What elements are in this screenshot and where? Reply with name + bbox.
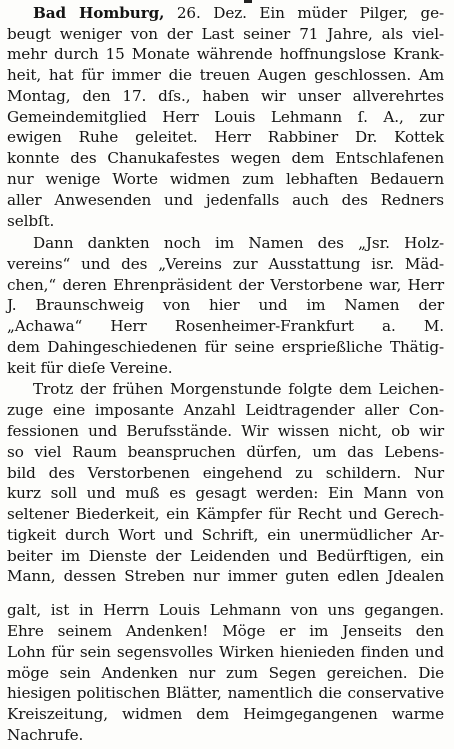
- article-line: tigkeit durch Wort und Schrift, ein unermüdlicher Ar-: [7, 525, 444, 544]
- article-line: möge sein Andenken nur zum Segen gereichen. Die: [7, 663, 444, 682]
- article-line: selbſt.: [7, 211, 55, 230]
- article-line: heit, hat für immer die treuen Augen geschlossen. Am: [7, 66, 444, 85]
- article-line: Montag, den 17. dſs., haben wir unser allverehrtes: [7, 86, 444, 105]
- article-line: zuge eine imposante Anzahl Leidtragender aller Con-: [7, 401, 444, 420]
- article-line: vereins“ und des „Vereins zur Ausstattung isr. Mäd-: [7, 254, 444, 273]
- article-line: kurz soll und muß es gesagt werden: Ein Mann von: [7, 484, 444, 503]
- article-line: Mann, dessen Streben nur immer guten edlen Jdealen: [7, 567, 444, 586]
- article-line: Ehre seinem Andenken! Möge er im Jenseits den: [7, 622, 444, 641]
- article-line: chen,“ deren Ehrenpräsident der Verstorbene war, Herr: [7, 275, 444, 294]
- article-line: beugt weniger von der Last seiner 71 Jahre, als viel-: [7, 24, 444, 43]
- article-line: bild des Verstorbenen eingehend zu schildern. Nur: [7, 463, 444, 482]
- article-line: seltener Biederkeit, ein Kämpfer für Recht und Gerech-: [7, 505, 444, 524]
- article-line: konnte des Chanukafestes wegen dem Entschlafenen: [7, 149, 444, 168]
- article-line: dem Dahingeschiedenen für seine ersprießliche Thätig-: [7, 338, 444, 356]
- article-line: „Achawa“ Herr Rosenheimer-Frankfurt a. M.: [7, 317, 444, 336]
- article-line: hiesigen politischen Blätter, namentlich die conservative: [7, 684, 444, 703]
- article-line: [7, 3, 444, 24]
- article-line: Gemeindemitglied Herr Louis Lehmann ſ. A., zur: [7, 107, 444, 126]
- article-line-text: 26. Dez. Ein müder Pilger, ge-: [164, 3, 444, 22]
- article-line: Dann dankten noch im Namen des „Jsr. Holz-: [33, 234, 444, 253]
- article-line: ewigen Ruhe geleitet. Herr Rabbiner Dr. Kottek: [7, 128, 444, 147]
- article-line: Trotz der frühen Morgenstunde folgte dem Leichen-: [33, 380, 444, 399]
- article-line: keit für dieſe Vereine.: [7, 358, 173, 377]
- article-line: mehr durch 15 Monate währende hoffnungslose Krank-: [7, 45, 444, 64]
- place-name: Bad Homburg,: [33, 3, 165, 22]
- article-line: fessionen und Berufsstände. Wir wissen nicht, ob wir: [7, 422, 444, 441]
- article-line: Nachrufe.: [7, 726, 84, 744]
- article-line: J. Braunschweig von hier und im Namen der: [7, 296, 444, 315]
- article-line: nur wenige Worte widmen zum lebhaften Bedauern: [7, 169, 444, 188]
- article-line: aller Anwesenden und jedenfalls auch des Redners: [7, 190, 444, 209]
- article-line: galt, ist in Herrn Louis Lehmann von uns gegangen.: [7, 601, 444, 620]
- article-line: Lohn für sein segensvolles Wirken hienieden finden und: [7, 642, 444, 661]
- article-line: so viel Raum beanspruchen dürfen, um das Lebens-: [7, 442, 444, 461]
- article-line: Kreiszeitung, widmen dem Heimgegangenen warme: [7, 705, 444, 724]
- article-line: beiter im Dienste der Leidenden und Bedürftigen, ein: [7, 546, 444, 565]
